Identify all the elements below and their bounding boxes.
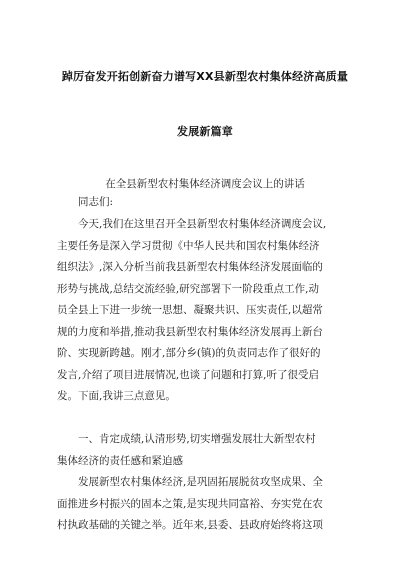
paragraph-line: 今天,我们在这里召开全县新型农村集体经济调度会议, <box>78 218 327 230</box>
document-title-line-2: 发展新篇章 <box>177 125 233 138</box>
document-title-line-1: 踔厉奋发开拓创新奋力谱写XX县新型农村集体经济高质量 <box>61 70 349 83</box>
greeting <box>57 192 357 214</box>
paragraph-line: 员全县上下进一步统一思想、凝聚共识、压实责任,以超常 <box>57 304 323 316</box>
paragraph-2 <box>57 472 357 537</box>
paragraph-line: 村执政基础的关键之举。近年来,县委、县政府始终将这项 <box>57 519 323 531</box>
paragraph-line: 发言,介绍了项目进展情况,也谈了问题和打算,听了很受启 <box>57 368 320 381</box>
speech-subtitle: 在全县新型农村集体经济调度会议上的讲话 <box>105 178 305 190</box>
paragraph-line: 面推进乡村振兴的固本之策,是实现共同富裕、夯实党在农 <box>57 497 323 510</box>
paragraph-line: 发展新型农村集体经济,是巩固拓展脱贫攻坚成果、全 <box>78 476 323 488</box>
paragraph-line: 形势与挑战,总结交流经验,研究部署下一阶段重点工作,动 <box>57 282 320 295</box>
section-heading-line: 集体经济的责任感和紧迫感 <box>57 454 183 467</box>
paragraph-line: 发。下面,我讲三点意见。 <box>57 390 176 402</box>
paragraph-line: 阶、实现新跨越。刚才,部分乡(镇)的负责同志作了很好的 <box>57 347 321 359</box>
section-heading-line: 一、肯定成绩,认清形势,切实增强发展壮大新型农村 <box>78 433 316 445</box>
paragraph-line: 规的力度和举措,推动我县新型农村集体经济发展再上新台 <box>57 325 323 338</box>
paragraph-line: 主要任务是深入学习贯彻《中华人民共和国农村集体经济 <box>57 239 320 252</box>
paragraph-1 <box>57 214 357 408</box>
section-heading-1 <box>57 429 357 472</box>
paragraph-line: 组织法》,深入分析当前我县新型农村集体经济发展面临的 <box>57 261 323 273</box>
greeting-text: 同志们: <box>78 196 114 208</box>
